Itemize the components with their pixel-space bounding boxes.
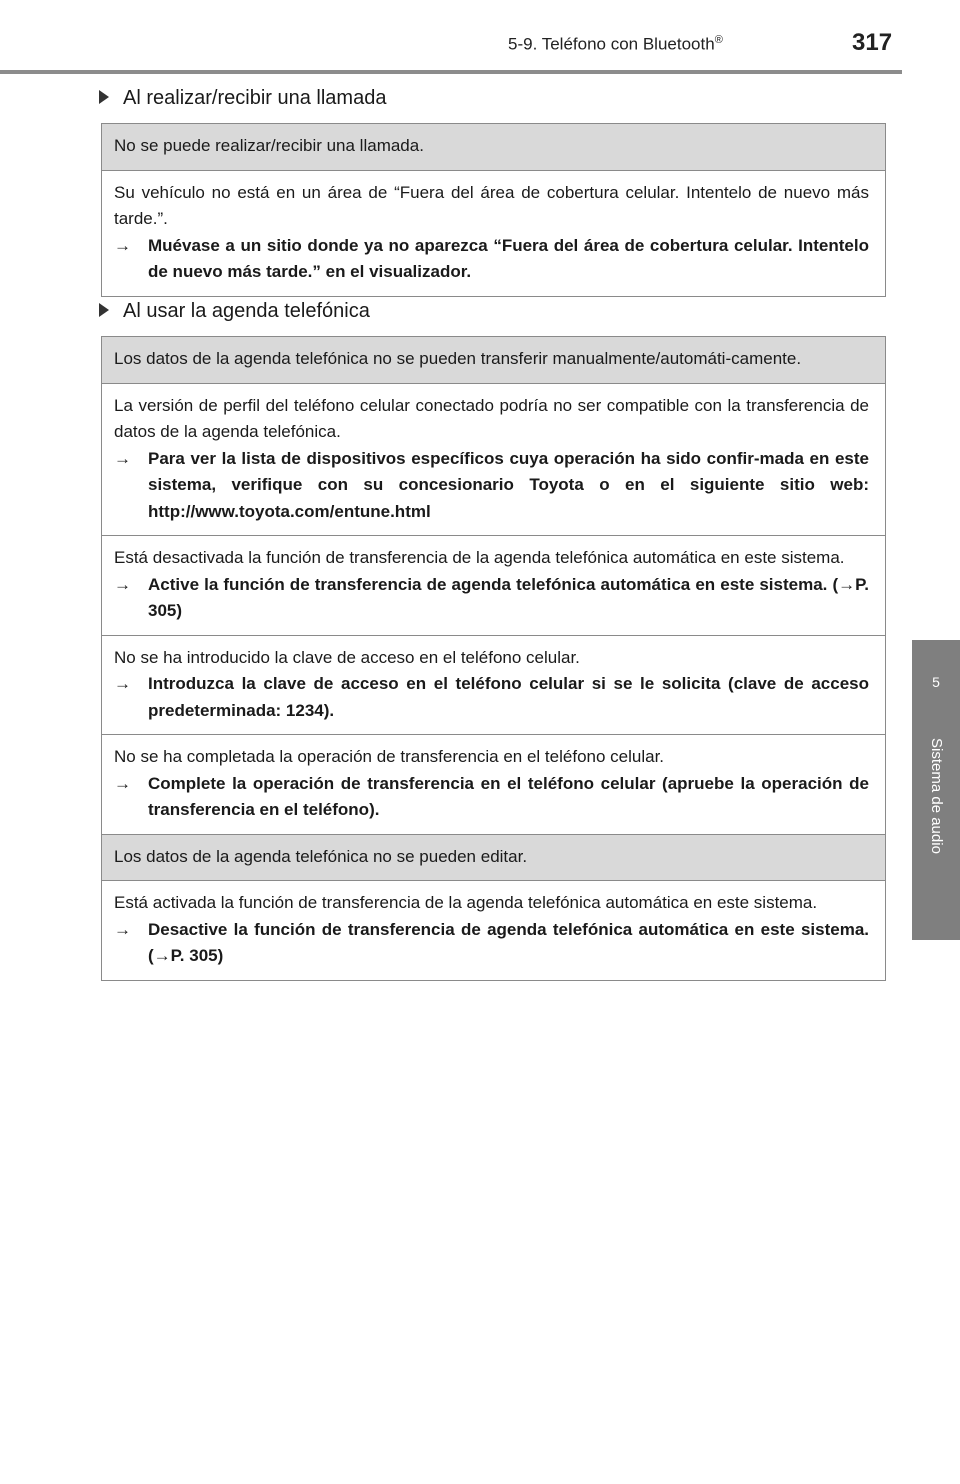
header-rule — [0, 70, 902, 74]
solution-line — [114, 671, 869, 724]
solution-line — [114, 917, 869, 970]
table-row — [102, 635, 886, 735]
answer-cell — [102, 735, 886, 835]
arrow-icon: → — [114, 574, 131, 594]
cause-text: Su vehículo no está en un área de “Fuera del área de cobertura celular. Intentelo de nuevo más tarde.”. — [114, 182, 869, 228]
cause-text: La versión de perfil del teléfono celular conectado podría no ser compatible con la transferencia de datos de la agenda telefónica. — [114, 395, 869, 441]
chapter-number: 5 — [932, 674, 940, 690]
chapter-label: Sistema de audio — [928, 738, 945, 854]
chapter-tab — [912, 640, 960, 940]
registered-mark: ® — [714, 34, 723, 46]
solution-text: Active la función de transferencia de agenda telefónica automática en este sistema. (→P. 305) — [148, 574, 869, 620]
troubleshoot-table-phonebook — [101, 336, 886, 981]
solution-line — [114, 572, 869, 625]
solution-line — [114, 771, 869, 824]
answer-cell — [102, 635, 886, 735]
section-title-text: Al realizar/recibir una llamada — [123, 87, 387, 109]
triangle-bullet-icon — [99, 90, 109, 104]
solution-text: Desactive la función de transferencia de agenda telefónica automática en este sistema. (→P. 305) — [148, 919, 869, 965]
table-row — [102, 536, 886, 636]
triangle-bullet-icon — [99, 303, 109, 317]
answer-cell — [102, 536, 886, 636]
solution-text: Introduzca la clave de acceso en el teléfono celular si se le solicita (clave de acceso predeterminada: 1234). — [148, 674, 869, 720]
section-heading — [508, 34, 723, 55]
troubleshoot-table-calls — [101, 123, 886, 297]
section-title-phonebook — [99, 300, 370, 323]
page-header — [0, 0, 902, 72]
answer-cell — [102, 170, 886, 296]
table-row — [102, 170, 886, 296]
solution-text: Muévase a un sitio donde ya no aparezca “Fuera del área de cobertura celular. Intentelo de nuevo más tarde.” en el visualizador. — [148, 235, 869, 281]
table-row — [102, 337, 886, 384]
cause-text: Está desactivada la función de transferencia de la agenda telefónica automática en este sistema. — [114, 548, 845, 567]
cause-text: No se ha introducido la clave de acceso en el teléfono celular. — [114, 647, 580, 667]
solution-text: Para ver la lista de dispositivos específicos cuya operación ha sido confir-mada en este sistema, verifique con su concesionario Toyota o en el siguiente sitio web: http://www.toyota.com/entune.html — [148, 448, 869, 521]
answer-cell — [102, 383, 886, 536]
solution-line — [114, 446, 869, 526]
page-number: 317 — [852, 29, 893, 56]
arrow-icon: → — [114, 448, 131, 468]
cause-text: Está activada la función de transferencia de la agenda telefónica automática en este sistema. — [114, 893, 818, 912]
section-heading-text: 5-9. Teléfono con Bluetooth — [508, 34, 715, 54]
table-row — [102, 383, 886, 536]
cause-text: No se ha completada la operación de transferencia en el teléfono celular. — [114, 747, 665, 766]
table-row — [102, 881, 886, 981]
solution-line — [114, 233, 869, 286]
section-title-calls — [99, 87, 386, 110]
arrow-icon: → — [114, 773, 131, 793]
answer-cell — [102, 881, 886, 981]
arrow-icon: → — [114, 919, 131, 939]
problem-cell: Los datos de la agenda telefónica no se pueden editar. — [102, 834, 886, 881]
problem-cell: Los datos de la agenda telefónica no se pueden transferir manualmente/automáti-camente. — [102, 337, 886, 384]
problem-cell: No se puede realizar/recibir una llamada. — [102, 124, 886, 171]
arrow-icon: → — [114, 674, 131, 693]
arrow-icon: → — [114, 235, 131, 255]
solution-text: Complete la operación de transferencia en el teléfono celular (apruebe la operación de transferencia en el teléfono). — [148, 773, 869, 819]
table-row — [102, 124, 886, 171]
table-row — [102, 735, 886, 835]
table-row — [102, 834, 886, 881]
section-title-text: Al usar la agenda telefónica — [123, 300, 370, 322]
